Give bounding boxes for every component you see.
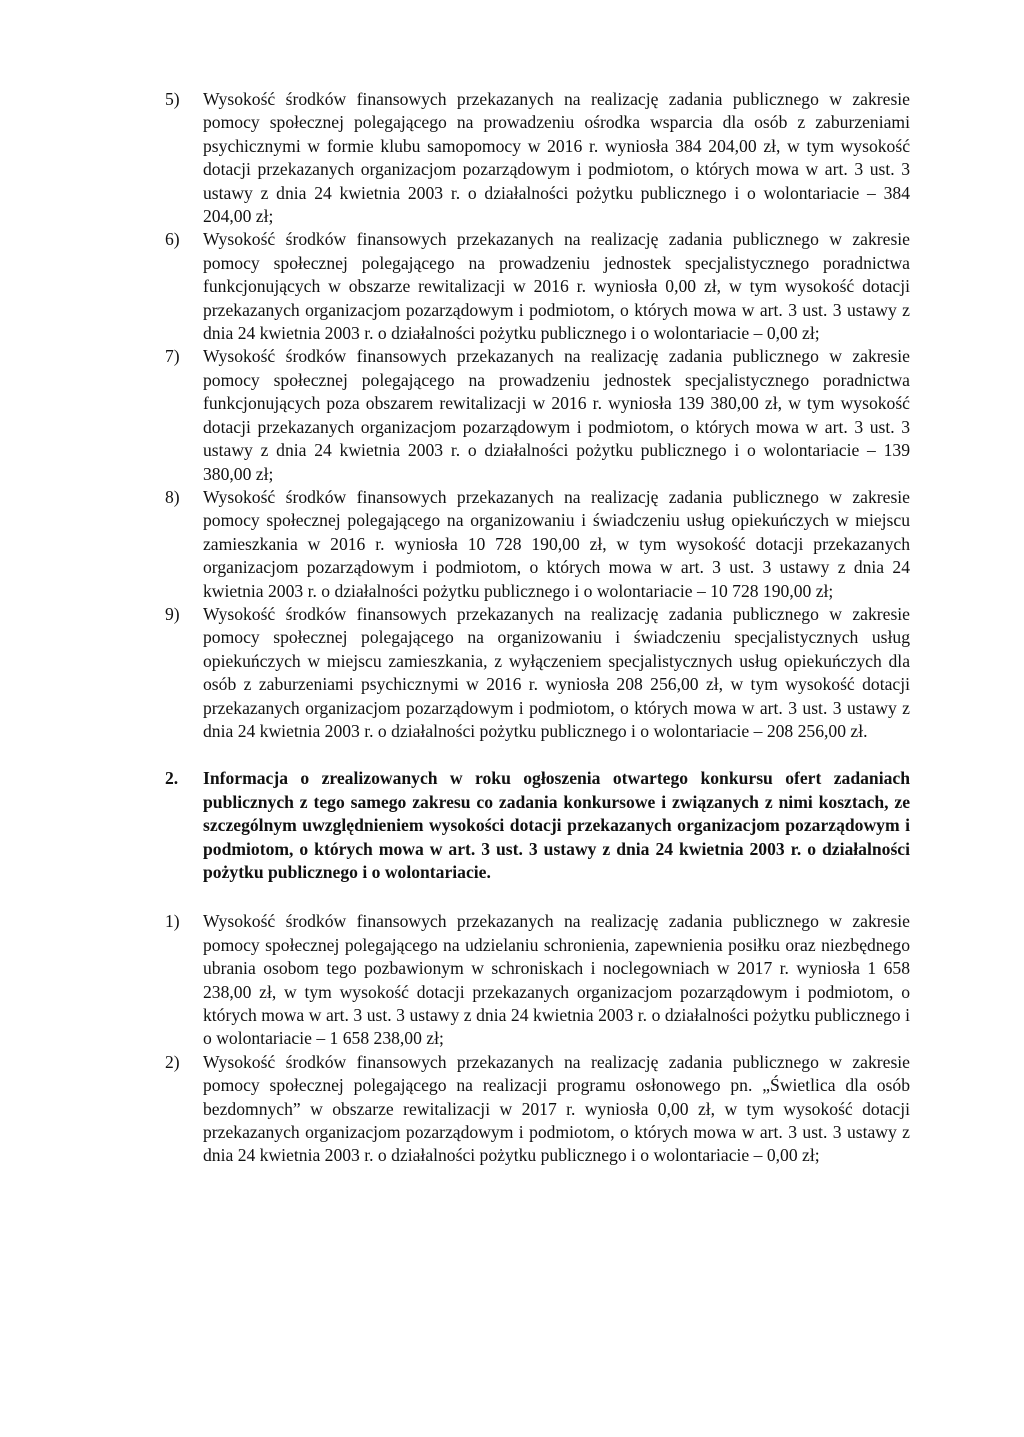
list-item [165, 486, 910, 603]
item-number: 9) [165, 603, 180, 624]
document-page [165, 88, 910, 1168]
item-text: Wysokość środków finansowych przekazanych na realizację zadania publicznego w zakresie pomocy społecznej polegającego na realizacji programu osłonowego pn. „Świetlica dla osób bezdomnych” w obszarze rewitalizacji w 2017 r. wyniosła 0,00 zł, w tym wysokość dotacji przekazanych organizacjom pozarządowym i podmiotom, o których mowa w art. 3 ust. 3 ustawy z dnia 24 kwietnia 2003 r. o działalności pożytku publicznego i o wolontariacie – 0,00 zł; [203, 1051, 910, 1166]
section-2 [165, 767, 910, 1168]
item-number: 1) [165, 911, 180, 932]
item-number: 2) [165, 1051, 180, 1072]
funding-list-2017 [165, 910, 910, 1167]
item-text: Wysokość środków finansowych przekazanych na realizację zadania publicznego w zakresie pomocy społecznej polegającego na udzielaniu schronienia, zapewnienia posiłku oraz niezbędnego ubrania osobom tego pozbawionym w schroniskach i noclegowniach w 2017 r. wyniosła 1 658 238,00 zł, w tym wysokość dotacji przekazanych organizacjom pozarządowym i podmiotom, o których mowa w art. 3 ust. 3 ustawy z dnia 24 kwietnia 2003 r. o działalności pożytku publicznego i o wolontariacie – 1 658 238,00 zł; [203, 911, 910, 1049]
funding-list-2016 [165, 88, 910, 743]
section-title: Informacja o zrealizowanych w roku ogłoszenia otwartego konkursu ofert zadaniach publicznych z tego samego zakresu co zadania konkursowe i związanych z nimi kosztach, ze szczególnym uwzględnieniem wysokości dotacji przekazanych organizacjom pozarządowym i podmiotom, o których mowa w art. 3 ust. 3 ustawy z dnia 24 kwietnia 2003 r. o działalności pożytku publicznego i o wolontariacie. [203, 768, 910, 882]
section-heading [165, 767, 910, 884]
item-number: 7) [165, 346, 180, 367]
item-text: Wysokość środków finansowych przekazanych na realizację zadania publicznego w zakresie pomocy społecznej polegającego na prowadzeniu ośrodka wsparcia dla osób z zaburzeniami psychicznymi w formie klubu samopomocy w 2016 r. wyniosła 384 204,00 zł, w tym wysokość dotacji przekazanych organizacjom pozarządowym i podmiotom, o których mowa w art. 3 ust. 3 ustawy z dnia 24 kwietnia 2003 r. o działalności pożytku publicznego i o wolontariacie – 384 204,00 zł; [203, 89, 910, 227]
item-text: Wysokość środków finansowych przekazanych na realizację zadania publicznego w zakresie pomocy społecznej polegającego na prowadzeniu jednostek specjalistycznego poradnictwa funkcjonujących w obszarze rewitalizacji w 2016 r. wyniosła 0,00 zł, w tym wysokość dotacji przekazanych organizacjom pozarządowym i podmiotom, o których mowa w art. 3 ust. 3 ustawy z dnia 24 kwietnia 2003 r. o działalności pożytku publicznego i o wolontariacie – 0,00 zł; [203, 229, 910, 344]
list-item [165, 345, 910, 485]
section-number: 2. [165, 768, 179, 789]
item-number: 5) [165, 89, 180, 109]
item-text: Wysokość środków finansowych przekazanych na realizację zadania publicznego w zakresie pomocy społecznej polegającego na prowadzeniu jednostek specjalistycznego poradnictwa funkcjonujących poza obszarem rewitalizacji w 2016 r. wyniosła 139 380,00 zł, w tym wysokość dotacji przekazanych organizacjom pozarządowym i podmiotom, o których mowa w art. 3 ust. 3 ustawy z dnia 24 kwietnia 2003 r. o działalności pożytku publicznego i o wolontariacie – 139 380,00 zł; [203, 346, 910, 484]
list-item [165, 910, 910, 1050]
list-item [165, 1051, 910, 1168]
item-number: 6) [165, 229, 180, 250]
item-number: 8) [165, 486, 180, 507]
list-item [165, 228, 910, 345]
item-text: Wysokość środków finansowych przekazanych na realizację zadania publicznego w zakresie pomocy społecznej polegającego na organizowaniu i świadczeniu usług opiekuńczych w miejscu zamieszkania w 2016 r. wyniosła 10 728 190,00 zł, w tym wysokość dotacji przekazanych organizacjom pozarządowym i podmiotom, o których mowa w art. 3 ust. 3 ustawy z dnia 24 kwietnia 2003 r. o działalności pożytku publicznego i o wolontariacie – 10 728 190,00 zł; [203, 486, 910, 601]
list-item [165, 88, 910, 228]
item-text: Wysokość środków finansowych przekazanych na realizację zadania publicznego w zakresie pomocy społecznej polegającego na organizowaniu i świadczeniu specjalistycznych usług opiekuńczych w miejscu zamieszkania, z wyłączeniem specjalistycznych usług opiekuńczych dla osób z zaburzeniami psychicznymi w 2016 r. wyniosła 208 256,00 zł, w tym wysokość dotacji przekazanych organizacjom pozarządowym i podmiotom, o których mowa w art. 3 ust. 3 ustawy z dnia 24 kwietnia 2003 r. o działalności pożytku publicznego i o wolontariacie – 208 256,00 zł. [203, 603, 910, 741]
list-item [165, 603, 910, 743]
